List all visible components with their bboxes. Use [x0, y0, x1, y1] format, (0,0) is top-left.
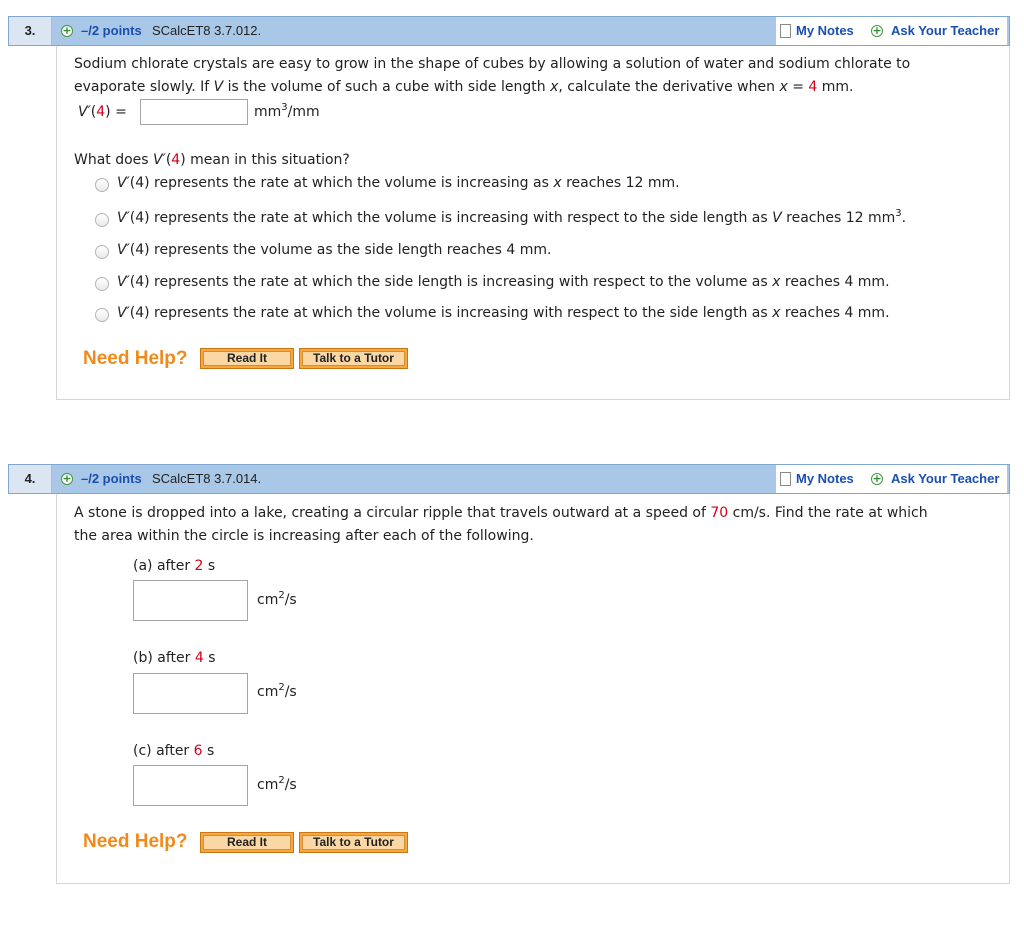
part-c-unit — [257, 777, 297, 793]
fn-name: V′ — [117, 175, 130, 191]
choice-text: (4) represents the rate at which the volume is increasing with respect to the side length as — [129, 305, 773, 321]
var-x: x — [550, 79, 559, 95]
note-icon[interactable] — [780, 24, 791, 38]
fn-arg: 4 — [96, 104, 106, 120]
note-icon[interactable] — [780, 472, 791, 486]
ask-your-teacher-link[interactable]: Ask Your Teacher — [891, 471, 1000, 486]
question-4-header — [8, 464, 1010, 494]
question-code: SCalcET8 3.7.012. — [152, 23, 262, 38]
paren: ( — [90, 104, 97, 120]
fn-arg: 4 — [171, 152, 181, 168]
ask-your-teacher-link[interactable]: Ask Your Teacher — [891, 23, 1000, 38]
unit-base: mm — [254, 104, 282, 120]
part-c-answer-input[interactable] — [133, 765, 248, 806]
question-prompt-line-1 — [74, 505, 928, 521]
choice-label-5[interactable] — [117, 305, 890, 321]
unit-exp: 2 — [278, 682, 285, 693]
part-time: 2 — [194, 558, 204, 574]
my-notes-link[interactable]: My Notes — [796, 471, 854, 486]
points-label: –/2 points — [81, 23, 142, 38]
var: x — [772, 305, 781, 321]
choice-radio-5[interactable] — [95, 308, 109, 322]
choice-text: (4) represents the rate at which the side length is increasing with respect to the volume as — [129, 274, 773, 290]
part-text: (c) after — [133, 743, 194, 759]
var: x — [772, 274, 781, 290]
fn-name: V′ — [78, 104, 91, 120]
unit-tail: /mm — [287, 104, 320, 120]
part-c-label — [133, 743, 214, 759]
read-it-button[interactable] — [200, 348, 294, 369]
part-a-label — [133, 558, 215, 574]
talk-to-tutor-label: Talk to a Tutor — [302, 351, 405, 366]
derivative-answer-input[interactable] — [140, 99, 248, 125]
choice-radio-2[interactable] — [95, 213, 109, 227]
choice-text: (4) represents the rate at which the volume is increasing with respect to the side length as — [129, 210, 773, 226]
fn-name: V′ — [117, 274, 130, 290]
prompt-text: evaporate slowly. If — [74, 79, 214, 95]
notes-area — [776, 465, 1007, 493]
choice-label-1[interactable] — [117, 175, 680, 191]
prompt-text: mm. — [817, 79, 854, 95]
question-code: SCalcET8 3.7.014. — [152, 471, 262, 486]
choice-text: . — [901, 210, 907, 226]
part-a-unit — [257, 592, 297, 608]
fn-name: V′ — [117, 242, 130, 258]
choice-label-2[interactable] — [117, 210, 906, 226]
part-unit: s — [202, 743, 215, 759]
talk-to-tutor-button[interactable] — [299, 348, 408, 369]
unit-exp: 2 — [278, 775, 285, 786]
ask-teacher-plus-icon[interactable]: + — [872, 472, 882, 485]
answer-label — [78, 104, 127, 120]
my-notes-link[interactable]: My Notes — [796, 23, 854, 38]
part-b-unit — [257, 684, 297, 700]
mc-text: ) mean in this situation? — [180, 152, 350, 168]
read-it-button[interactable] — [200, 832, 294, 853]
fn-name: V′ — [153, 152, 166, 168]
part-b-answer-input[interactable] — [133, 673, 248, 714]
part-a-answer-input[interactable] — [133, 580, 248, 621]
var: V — [772, 210, 782, 226]
choice-radio-3[interactable] — [95, 245, 109, 259]
given-speed: 70 — [710, 505, 729, 521]
read-it-label: Read It — [203, 351, 291, 366]
part-time: 4 — [194, 650, 204, 666]
part-text: (a) after — [133, 558, 195, 574]
prompt-text: cm/s. Find the rate at which — [728, 505, 928, 521]
question-3-header — [8, 16, 1010, 46]
choice-radio-1[interactable] — [95, 178, 109, 192]
fn-name: V′ — [117, 305, 130, 321]
mc-question — [74, 152, 350, 168]
choice-label-4[interactable] — [117, 274, 890, 290]
points-label: –/2 points — [81, 471, 142, 486]
part-unit: s — [203, 558, 216, 574]
question-number: 4. — [9, 465, 52, 493]
fn-name: V′ — [117, 210, 130, 226]
answer-unit — [254, 104, 320, 120]
mc-text: What does — [74, 152, 154, 168]
unit-exp: 2 — [278, 590, 285, 601]
choice-label-3[interactable] — [117, 242, 551, 258]
question-prompt-line-2 — [74, 79, 854, 95]
choice-text: reaches 12 mm. — [561, 175, 680, 191]
prompt-text: , calculate the derivative when — [558, 79, 780, 95]
part-unit: s — [203, 650, 216, 666]
choice-text: (4) represents the rate at which the volume is increasing as — [129, 175, 554, 191]
question-number: 3. — [9, 17, 52, 45]
expand-points-icon[interactable]: + — [62, 24, 72, 37]
choice-text: reaches 4 mm. — [780, 274, 890, 290]
part-text: (b) after — [133, 650, 195, 666]
talk-to-tutor-label: Talk to a Tutor — [302, 835, 405, 850]
question-prompt-line-2: the area within the circle is increasing after each of the following. — [74, 528, 534, 544]
read-it-label: Read It — [203, 835, 291, 850]
need-help-label: Need Help? — [83, 831, 188, 852]
prompt-text: A stone is dropped into a lake, creating a circular ripple that travels outward at a speed of — [74, 505, 711, 521]
prompt-text: is the volume of such a cube with side length — [223, 79, 551, 95]
var-V: V — [213, 79, 224, 95]
unit-exp: 3 — [281, 102, 288, 113]
talk-to-tutor-button[interactable] — [299, 832, 408, 853]
var: x — [553, 175, 562, 191]
choice-radio-4[interactable] — [95, 277, 109, 291]
paren: ( — [165, 152, 172, 168]
unit-tail: /s — [284, 777, 297, 793]
unit-base: cm — [257, 684, 279, 700]
part-time: 6 — [193, 743, 203, 759]
paren-eq: ) = — [105, 104, 127, 120]
part-b-label — [133, 650, 216, 666]
choice-text: reaches 12 mm — [781, 210, 896, 226]
unit-tail: /s — [284, 592, 297, 608]
unit-base: cm — [257, 777, 279, 793]
given-value: 4 — [808, 79, 818, 95]
ask-teacher-plus-icon[interactable]: + — [872, 24, 882, 37]
unit-exp: 3 — [895, 208, 902, 219]
notes-area — [776, 17, 1007, 45]
prompt-text: = — [787, 79, 809, 95]
question-prompt-line-1: Sodium chlorate crystals are easy to grow in the shape of cubes by allowing a solution of water and sodium chlorate to — [74, 56, 911, 72]
choice-text: (4) represents the volume as the side length reaches 4 mm. — [129, 242, 552, 258]
expand-points-icon[interactable]: + — [62, 472, 72, 485]
unit-tail: /s — [284, 684, 297, 700]
choice-text: reaches 4 mm. — [780, 305, 890, 321]
var-x: x — [779, 79, 788, 95]
unit-base: cm — [257, 592, 279, 608]
need-help-label: Need Help? — [83, 348, 188, 369]
